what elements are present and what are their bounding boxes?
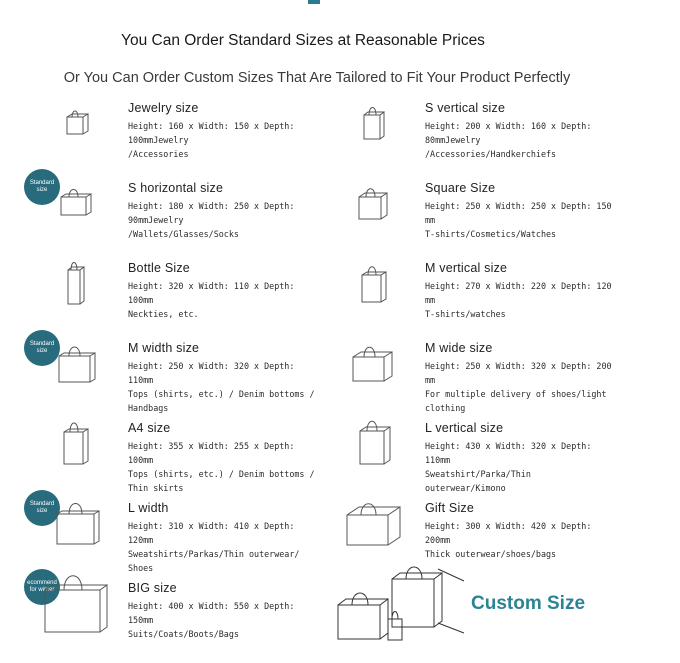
square-bag-icon [356, 183, 390, 221]
size-item-gift [425, 501, 680, 561]
recommend-for-winter-badge: ecommend for winter [24, 569, 60, 605]
wide-bag-icon [56, 342, 98, 384]
size-desc: Height: 180 x Width: 250 x Depth: 90mmJewelry /Wallets/Glasses/Socks [128, 201, 295, 239]
size-title: Square Size [425, 181, 496, 195]
standard-size-badge: Standard size [24, 490, 60, 526]
size-title: L width [128, 501, 169, 515]
size-desc: Height: 250 x Width: 320 x Depth: 110mm Tops (shirts, etc.) / Denim bottoms / Handbags [128, 361, 315, 413]
tall-bag-icon [361, 103, 387, 141]
tall-bag-icon [61, 418, 91, 466]
size-title: A4 size [128, 421, 171, 435]
standard-size-badge: Standard size [24, 330, 60, 366]
top-accent-mark [308, 0, 320, 4]
size-title: BIG size [128, 581, 177, 595]
size-desc: Height: 400 x Width: 550 x Depth: 150mm Suits/Coats/Boots/Bags [128, 601, 295, 639]
size-desc: Height: 250 x Width: 320 x Depth: 200 mm For multiple delivery of shoes/light clothing [425, 361, 612, 413]
standard-size-badge: Standard size [24, 169, 60, 205]
size-title: M vertical size [425, 261, 508, 275]
big-bag-icon [42, 568, 110, 634]
size-item-l-vertical [425, 421, 680, 495]
size-desc: Height: 270 x Width: 220 x Depth: 120 mm T-shirts/watches [425, 281, 612, 319]
size-desc: Height: 250 x Width: 250 x Depth: 150 mm T-shirts/Cosmetics/Watches [425, 201, 612, 239]
size-title: M width size [128, 341, 200, 355]
size-item-square [425, 181, 680, 241]
small-bag-icon [64, 108, 90, 136]
size-item-m-vertical [425, 261, 680, 321]
page-subtitle: Or You Can Order Custom Sizes That Are Tailored to Fit Your Product Perfectly [63, 70, 571, 86]
size-title: Jewelry size [128, 101, 199, 115]
size-desc: Height: 200 x Width: 160 x Depth: 80mmJewelry /Accessories/Handkerchiefs [425, 121, 592, 159]
custom-size-label: Custom Size [471, 593, 586, 614]
page-title: You Can Order Standard Sizes at Reasonable Prices [121, 32, 485, 49]
custom-bags-icon [330, 565, 470, 647]
wide-bag-icon [54, 498, 102, 546]
size-title: M wide size [425, 341, 493, 355]
size-desc: Height: 430 x Width: 320 x Depth: 110mm Sweatshirt/Parka/Thin outerwear/Kimono [425, 441, 592, 493]
size-title: S horizontal size [128, 181, 224, 195]
tall-bag-icon [357, 416, 393, 466]
size-desc: Height: 160 x Width: 150 x Depth: 100mmJewelry /Accessories [128, 121, 295, 159]
size-title: Bottle Size [128, 261, 190, 275]
gift-bag-icon [344, 497, 404, 547]
size-title: Gift Size [425, 501, 475, 515]
bottle-bag-icon [65, 258, 87, 306]
size-title: S vertical size [425, 101, 506, 115]
size-desc: Height: 300 x Width: 420 x Depth: 200mm Thick outerwear/shoes/bags [425, 521, 592, 559]
size-item-s-vertical [425, 101, 680, 161]
size-desc: Height: 310 x Width: 410 x Depth: 120mm Sweatshirts/Parkas/Thin outerwear/ Shoes [128, 521, 300, 573]
tall-bag-icon [359, 262, 389, 304]
wide-bag-icon [58, 185, 94, 217]
size-desc: Height: 355 x Width: 255 x Depth: 100mm Tops (shirts, etc.) / Denim bottoms / Thin skirts [128, 441, 315, 493]
size-item-m-wide [425, 341, 680, 415]
size-desc: Height: 320 x Width: 110 x Depth: 100mm Neckties, etc. [128, 281, 295, 319]
size-title: L vertical size [425, 421, 504, 435]
wide-bag-icon [350, 341, 396, 383]
